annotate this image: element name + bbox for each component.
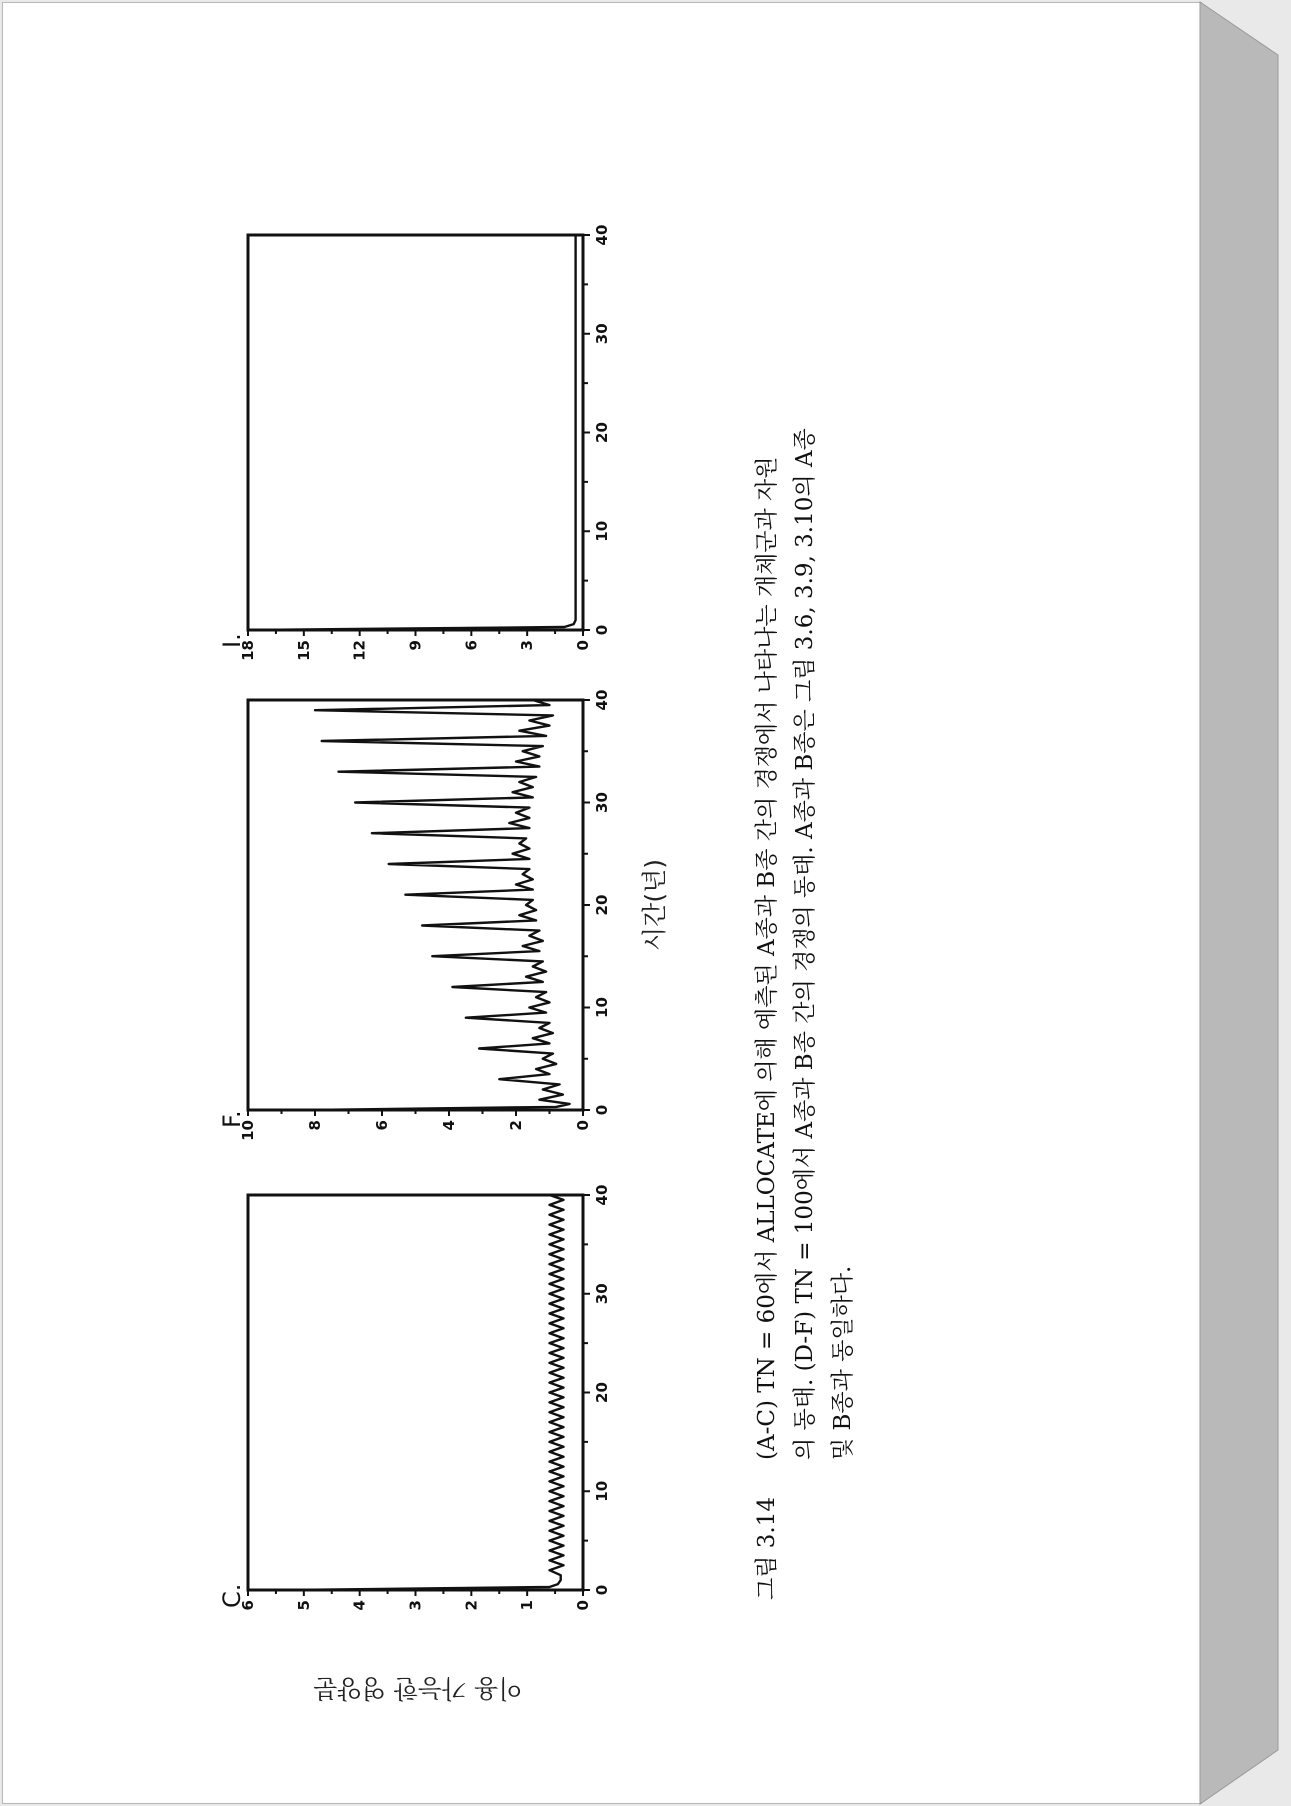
caption-figure-number: 그림 3.14	[754, 1497, 780, 1600]
x-tick-label: 0	[593, 624, 611, 636]
y-tick-label: 3	[518, 640, 537, 651]
figure-panels	[78, 0, 698, 1703]
y-tick-label: 8	[306, 1120, 324, 1131]
y-tick-label: 0	[574, 640, 592, 651]
y-tick-label: 15	[294, 640, 313, 661]
y-tick-label: 2	[507, 1120, 525, 1131]
x-tick-label: 40	[593, 1184, 611, 1206]
caption-line-2: 의 동태. (D-F) TN = 100에서 A종과 B종 간의 경쟁의 동태. A종과 B종은 그림 3.6, 3.9, 3.10의 A종	[792, 428, 818, 1460]
panel-3	[218, 225, 611, 661]
series-line	[293, 1195, 564, 1590]
plot-frame	[248, 1195, 583, 1590]
x-tick-label: 40	[593, 689, 611, 711]
plot-frame	[248, 235, 583, 630]
y-tick-label: 2	[462, 1600, 481, 1611]
x-tick-label: 20	[593, 894, 611, 916]
x-tick-label: 20	[593, 422, 611, 443]
plot-frame	[248, 700, 583, 1110]
x-tick-label: 0	[593, 1584, 611, 1596]
panel-2	[218, 690, 611, 1141]
panel-1	[218, 1185, 611, 1611]
x-tick-label: 10	[593, 1480, 611, 1502]
caption-line-3: 및 B종과 동일하다.	[830, 1265, 856, 1460]
x-tick-label: 20	[593, 1382, 611, 1403]
x-axis-label: 시간(년)	[640, 859, 669, 951]
series-line	[312, 700, 570, 1110]
y-axis-label: 이용 가능한 영양분	[313, 1674, 523, 1703]
y-tick-label: 0	[574, 1600, 592, 1611]
x-tick-label: 30	[593, 323, 611, 345]
caption-line-1	[748, 160, 786, 1600]
x-tick-label: 40	[593, 224, 611, 246]
y-tick-label: 6	[239, 1600, 257, 1611]
rotated-figure	[78, 0, 1028, 1703]
y-tick-label: 3	[406, 1600, 425, 1611]
x-tick-label: 30	[593, 1283, 611, 1305]
caption-text-1: (A-C) TN = 60에서 ALLOCATE에 의해 예측된 A종과 B종 간의 경쟁에서 나타나는 개체군과 자원	[754, 456, 780, 1460]
y-tick-label: 6	[462, 640, 481, 651]
y-tick-label: 4	[350, 1600, 369, 1611]
x-tick-label: 10	[593, 520, 611, 542]
y-tick-label: 6	[373, 1120, 391, 1131]
y-tick-label: 12	[350, 640, 369, 661]
y-tick-label: 5	[294, 1600, 313, 1611]
panel-label: I.	[218, 633, 246, 648]
y-tick-label: 1	[518, 1600, 537, 1611]
series-line	[252, 235, 576, 630]
y-tick-label: 0	[574, 1120, 592, 1131]
y-tick-label: 10	[239, 1120, 257, 1141]
y-tick-label: 18	[239, 640, 257, 661]
y-tick-label: 4	[440, 1120, 458, 1131]
y-tick-label: 9	[406, 640, 425, 651]
figure-caption	[748, 160, 862, 1600]
x-tick-label: 10	[593, 997, 611, 1018]
panel-label: F.	[218, 1110, 246, 1128]
panel-label: C.	[218, 1583, 246, 1608]
x-tick-label: 0	[593, 1104, 611, 1116]
x-tick-label: 30	[593, 792, 611, 813]
panels-group	[218, 225, 611, 1611]
